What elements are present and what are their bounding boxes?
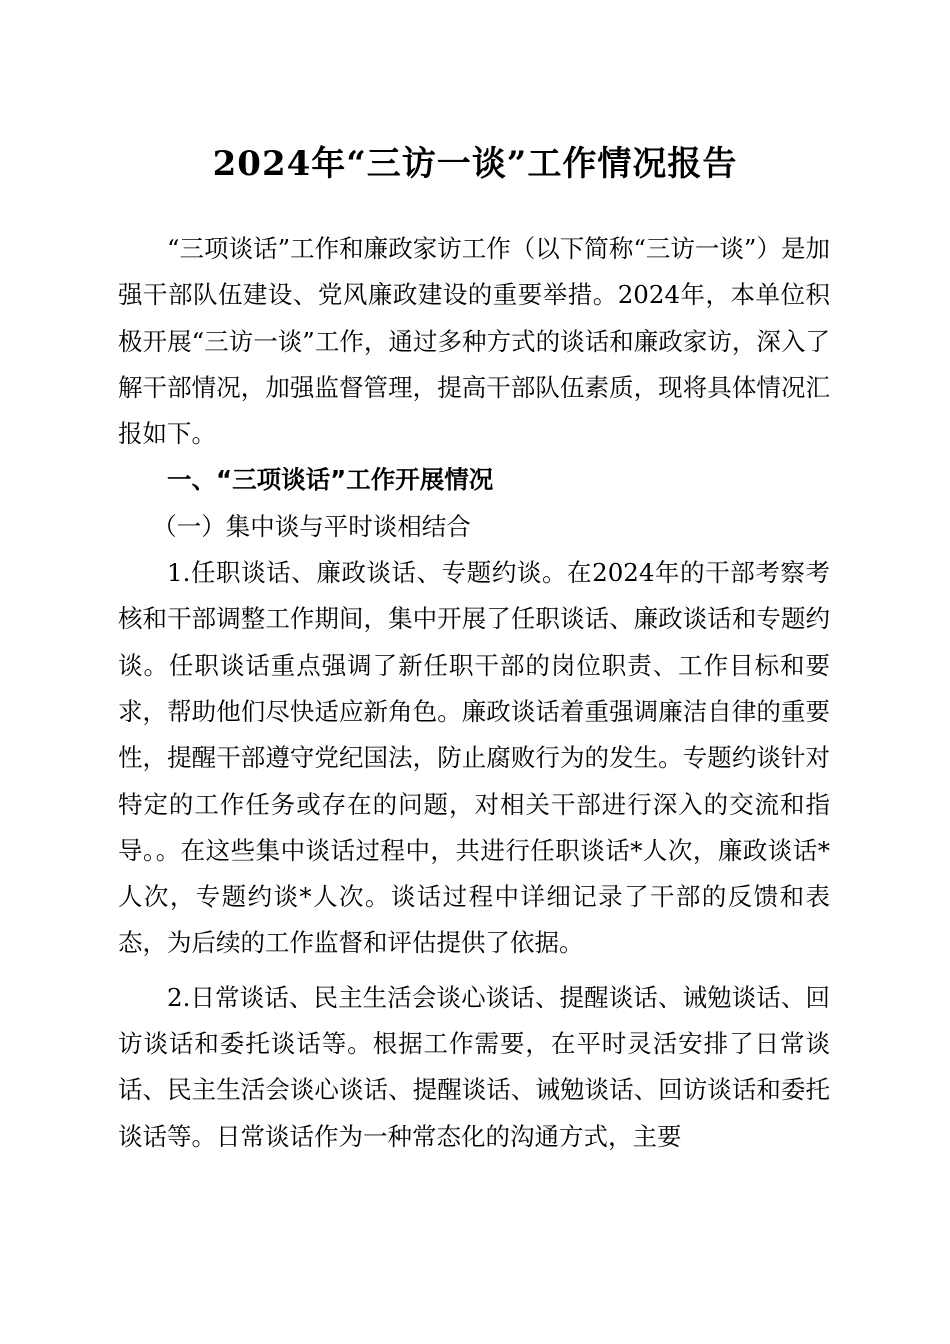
intro-paragraph: “三项谈话”工作和廉政家访工作（以下简称“三访一谈”）是加强干部队伍建设、党风廉政建设的重要举措。2024年，本单位积极开展“三访一谈”工作，通过多种方式的谈话和廉政家访，深入了解干部情况，加强监督管理，提高干部队伍素质，现将具体情况汇报如下。 xyxy=(118,234,830,449)
section-heading: 一、“三项谈话”工作开展情况 xyxy=(167,465,494,495)
body-paragraph-1: 1.任职谈话、廉政谈话、专题约谈。在2024年的干部考察考核和干部调整工作期间，集中开展了任职谈话、廉政谈话和专题约谈。任职谈话重点强调了新任职干部的岗位职责、工作目标和要求，帮助他们尽快适应新角色。廉政谈话着重强调廉洁自律的重要性，提醒干部遵守党纪国法，防止腐败行为的发生。专题约谈针对特定的工作任务或存在的问题，对相关干部进行深入的交流和指导。。在这些集中谈话过程中，共进行任职谈话*人次，廉政谈话*人次，专题约谈*人次。谈话过程中详细记录了干部的反馈和表态，为后续的工作监督和评估提供了依据。 xyxy=(118,558,830,958)
subsection-heading: （一）集中谈与平时谈相结合 xyxy=(152,511,471,541)
body-paragraph-2: 2.日常谈话、民主生活会谈心谈话、提醒谈话、诫勉谈话、回访谈话和委托谈话等。根据工作需要，在平时灵活安排了日常谈话、民主生活会谈心谈话、提醒谈话、诫勉谈话、回访谈话和委托谈话等。日常谈话作为一种常态化的沟通方式，主要 xyxy=(118,982,830,1151)
document-title: 2024年“三访一谈”工作情况报告 xyxy=(212,144,738,184)
document-body xyxy=(118,226,830,1160)
